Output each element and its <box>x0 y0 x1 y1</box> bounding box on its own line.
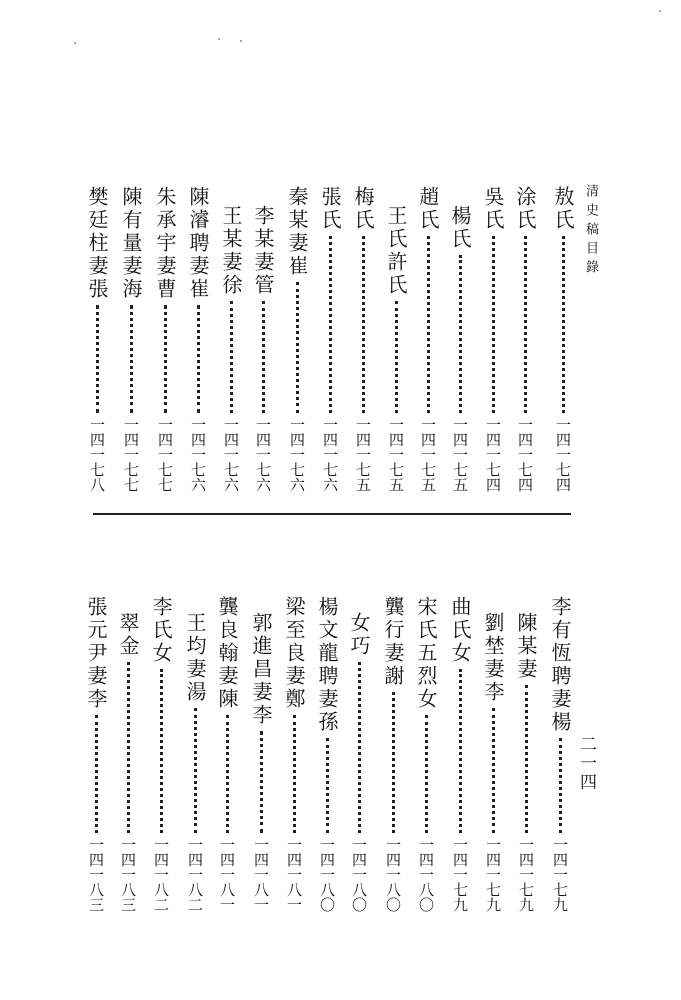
dot-leader <box>262 301 265 413</box>
running-header: 清史稿目錄 <box>583 184 598 279</box>
entry-page-number: 一四一七九 <box>484 837 502 912</box>
dot-leader <box>427 236 430 413</box>
dot-leader <box>194 708 197 833</box>
entry-name: 梅氏 <box>351 186 375 232</box>
entry-name: 翠金 <box>116 612 140 658</box>
dot-leader <box>293 715 296 833</box>
entry-page-number: 一四一八〇 <box>350 837 368 912</box>
entry-name: 楊氏 <box>448 205 472 251</box>
dot-leader <box>425 715 428 833</box>
entry-name: 張氏 <box>318 186 342 232</box>
dot-leader <box>392 692 395 833</box>
entry-page-number: 一四一七四 <box>554 417 572 492</box>
toc-entry <box>284 186 310 492</box>
entry-name: 陳某妻 <box>514 612 538 681</box>
dot-leader <box>296 282 299 413</box>
toc-entry <box>513 612 539 912</box>
toc-entry <box>512 186 538 492</box>
entry-page-number: 一四一七九 <box>451 837 469 912</box>
entry-name: 龔良翰妻陳 <box>215 596 239 711</box>
entry-page-number: 一四一七六 <box>222 417 240 492</box>
toc-entry <box>281 596 307 912</box>
entry-page-number: 一四一八〇 <box>417 837 435 912</box>
toc-entry <box>83 596 109 912</box>
entry-name: 龔行妻謝 <box>381 596 405 688</box>
entry-page-number: 一四一七六 <box>321 417 339 492</box>
scan-speck <box>74 42 76 44</box>
dot-leader <box>95 715 98 833</box>
toc-entry <box>480 186 506 492</box>
entry-name: 陳有量妻海 <box>119 186 143 301</box>
dot-leader <box>164 305 167 413</box>
entry-page-number: 一四一七九 <box>551 837 569 912</box>
entry-name: 劉埜妻李 <box>481 612 505 704</box>
dot-leader <box>459 255 462 413</box>
toc-entry <box>118 186 144 492</box>
toc-entry <box>550 186 576 492</box>
scan-speck <box>240 40 242 42</box>
entry-page-number: 一四一七六 <box>254 417 272 492</box>
entry-name: 陳濬聘妻崔 <box>186 186 210 301</box>
entry-name: 吳氏 <box>481 186 505 232</box>
toc-entry <box>547 596 573 912</box>
entry-name: 王某妻徐 <box>219 205 243 297</box>
section-divider <box>93 513 571 515</box>
toc-entry <box>248 612 274 912</box>
entry-name: 敖氏 <box>551 186 575 232</box>
dot-leader <box>362 236 365 413</box>
entry-page-number: 一四一七五 <box>387 417 405 492</box>
page-number: 二一四 <box>576 735 596 792</box>
toc-entry <box>317 186 343 492</box>
entry-note: 許氏 <box>384 251 408 297</box>
dot-leader <box>130 305 133 413</box>
toc-entry <box>84 186 110 492</box>
entry-name: 王均妻湯 <box>183 612 207 704</box>
entry-name: 宋氏五烈女 <box>414 596 438 711</box>
toc-entry <box>218 205 244 492</box>
dot-leader <box>524 236 527 413</box>
entry-page-number: 一四一八二 <box>186 837 204 912</box>
entry-page-number: 一四一七五 <box>451 417 469 492</box>
dot-leader <box>226 715 229 833</box>
entry-page-number: 一四一八一 <box>218 837 236 912</box>
entry-page-number: 一四一七五 <box>419 417 437 492</box>
entry-name: 趙氏 <box>416 186 440 232</box>
entry-page-number: 一四一七七 <box>122 417 140 492</box>
entry-page-number: 一四一八三 <box>87 837 105 912</box>
scan-speck <box>218 38 220 40</box>
entry-name: 樊廷柱妻張 <box>85 186 109 301</box>
toc-entry <box>185 186 211 492</box>
dot-leader <box>329 236 332 413</box>
entry-page-number: 一四一七六 <box>189 417 207 492</box>
toc-entry <box>380 596 406 912</box>
toc-entry <box>214 596 240 912</box>
dot-leader <box>197 305 200 413</box>
toc-entry <box>115 612 141 912</box>
dot-leader <box>562 236 565 413</box>
entry-page-number: 一四一七八 <box>88 417 106 492</box>
dot-leader <box>459 669 462 833</box>
dot-leader <box>260 731 263 833</box>
entry-page-number: 一四一七五 <box>354 417 372 492</box>
dot-leader <box>127 662 130 833</box>
entry-page-number: 一四一八三 <box>119 837 137 912</box>
entry-name: 涂氏 <box>513 186 537 232</box>
dot-leader <box>559 738 562 833</box>
toc-entry <box>383 205 409 492</box>
toc-entry <box>346 612 372 912</box>
toc-entry <box>415 186 441 492</box>
toc-entry <box>314 596 340 912</box>
entry-page-number: 一四一八〇 <box>384 837 402 912</box>
entry-name: 女巧 <box>347 612 371 658</box>
dot-leader <box>160 669 163 833</box>
dot-leader <box>96 305 99 413</box>
entry-name: 王氏 <box>384 205 408 251</box>
scan-speck <box>659 10 661 12</box>
entry-name: 李有恆聘妻楊 <box>548 596 572 734</box>
toc-entry <box>447 205 473 492</box>
entry-page-number: 一四一七七 <box>156 417 174 492</box>
toc-entry <box>250 205 276 492</box>
dot-leader <box>492 708 495 833</box>
dot-leader <box>525 685 528 833</box>
toc-entry <box>413 596 439 912</box>
entry-page-number: 一四一八〇 <box>318 837 336 912</box>
entry-name: 張元尹妻李 <box>84 596 108 711</box>
entry-name: 梁至良妻鄭 <box>282 596 306 711</box>
entry-page-number: 一四一七九 <box>517 837 535 912</box>
dot-leader <box>492 236 495 413</box>
dot-leader <box>358 662 361 833</box>
toc-entry <box>152 186 178 492</box>
dot-leader <box>230 301 233 413</box>
toc-entry <box>148 596 174 912</box>
dot-leader <box>395 301 398 413</box>
entry-page-number: 一四一八二 <box>152 837 170 912</box>
entry-name: 郭進昌妻李 <box>249 612 273 727</box>
toc-entry <box>447 596 473 912</box>
toc-entry <box>182 612 208 912</box>
entry-name: 李氏女 <box>149 596 173 665</box>
entry-page-number: 一四一七四 <box>516 417 534 492</box>
toc-entry <box>480 612 506 912</box>
dot-leader <box>326 738 329 833</box>
entry-name: 朱承宇妻曹 <box>153 186 177 301</box>
entry-name: 楊文龍聘妻孫 <box>315 596 339 734</box>
entry-page-number: 一四一八一 <box>285 837 303 912</box>
entry-name: 秦某妻崔 <box>285 186 309 278</box>
entry-page-number: 一四一七四 <box>484 417 502 492</box>
toc-entry <box>350 186 376 492</box>
entry-name: 曲氏女 <box>448 596 472 665</box>
entry-page-number: 一四一七六 <box>288 417 306 492</box>
entry-name: 李某妻管 <box>251 205 275 297</box>
entry-page-number: 一四一八一 <box>252 837 270 912</box>
